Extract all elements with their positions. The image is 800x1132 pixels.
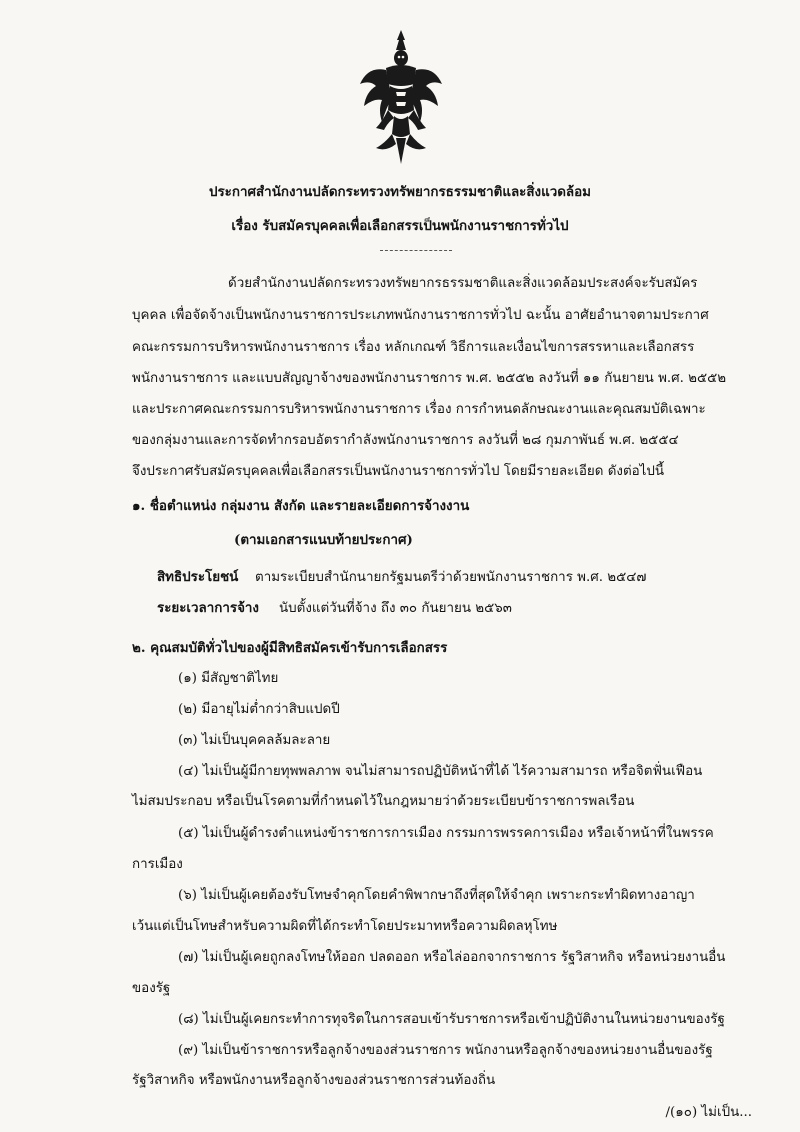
period-row [157, 598, 512, 619]
qualification-item-cont: เว้นแต่เป็นโทษสำหรับความผิดที่ได้กระทำโดยประมาทหรือความผิดลหุโทษ [132, 919, 558, 934]
benefit-row [157, 567, 646, 588]
qualification-item: (๘) ไม่เป็นผู้เคยกระทำการทุจริตในการสอบเข้ารับราชการหรือเข้าปฏิบัติงานในหน่วยงานของรัฐ [178, 1012, 725, 1027]
intro-line-6: ของกลุ่มงานและการจัดทำกรอบอัตรากำลังพนักงานราชการ ลงวันที่ ๒๘ กุมภาพันธ์ พ.ศ. ๒๕๕๔ [132, 433, 679, 448]
title-separator [380, 250, 452, 251]
section1-heading: ๑. ชื่อตำแหน่ง กลุ่มงาน สังกัด และรายละเอียดการจ้างงาน [132, 498, 470, 514]
qualification-item: (๕) ไม่เป็นผู้ดำรงตำแหน่งข้าราชการการเมือง กรรมการพรรคการเมือง หรือเจ้าหน้าที่ในพรรค [178, 826, 714, 841]
benefit-label: สิทธิประโยชน์ [157, 569, 239, 585]
intro-line-4: พนักงานราชการ และแบบสัญญาจ้างของพนักงานราชการ พ.ศ. ๒๕๕๒ ลงวันที่ ๑๑ กันยายน พ.ศ. ๒๕๕๒ [132, 371, 727, 386]
benefit-text: ตามระเบียบสำนักนายกรัฐมนตรีว่าด้วยพนักงานราชการ พ.ศ. ๒๕๔๗ [255, 570, 647, 585]
qualification-item: (๗) ไม่เป็นผู้เคยถูกลงโทษให้ออก ปลดออก หรือไล่ออกจากราชการ รัฐวิสาหกิจ หรือหน่วยงานอื่น [178, 950, 726, 965]
section1-note: (ตามเอกสารแนบท้ายประกาศ) [234, 532, 413, 548]
qualification-item: (๔) ไม่เป็นผู้มีกายทุพพลภาพ จนไม่สามารถปฏิบัติหน้าที่ได้ ไร้ความสามารถ หรือจิตฟั่นเฟือน [178, 764, 703, 779]
section2-heading: ๒. คุณสมบัติทั่วไปของผู้มีสิทธิสมัครเข้ารับการเลือกสรร [132, 640, 448, 656]
qualification-item: (๖) ไม่เป็นผู้เคยต้องรับโทษจำคุกโดยคำพิพากษาถึงที่สุดให้จำคุก เพราะกระทำผิดทางอาญา [178, 888, 695, 903]
garuda-emblem-icon [356, 26, 446, 168]
qualification-item-cont: รัฐวิสาหกิจ หรือพนักงานหรือลูกจ้างของส่วนราชการส่วนท้องถิ่น [132, 1073, 496, 1088]
intro-line-1: ด้วยสำนักงานปลัดกระทรวงทรัพยากรธรรมชาติและสิ่งแวดล้อมประสงค์จะรับสมัคร [228, 276, 698, 291]
period-text: นับตั้งแต่วันที่จ้าง ถึง ๓๐ กันยายน ๒๕๖๓ [279, 601, 512, 616]
intro-line-7: จึงประกาศรับสมัครบุคคลเพื่อเลือกสรรเป็นพนักงานราชการทั่วไป โดยมีรายละเอียด ดังต่อไปนี้ [132, 464, 665, 479]
qualification-item-cont: ของรัฐ [132, 981, 171, 996]
announcement-title: ประกาศสำนักงานปลัดกระทรวงทรัพยากรธรรมชาติและสิ่งแวดล้อม [208, 184, 591, 200]
announcement-subject: เรื่อง รับสมัครบุคคลเพื่อเลือกสรรเป็นพนักงานราชการทั่วไป [231, 218, 569, 234]
intro-line-2: บุคคล เพื่อจัดจ้างเป็นพนักงานราชการประเภทพนักงานราชการทั่วไป ฉะนั้น อาศัยอำนาจตามประกาศ [132, 308, 709, 323]
continuation-marker: /(๑๐) ไม่เป็น... [665, 1105, 752, 1120]
intro-line-3: คณะกรรมการบริหารพนักงานราชการ เรื่อง หลักเกณฑ์ วิธีการและเงื่อนไขการสรรหาและเลือกสรร [132, 340, 695, 355]
qualification-item: (๒) มีอายุไม่ต่ำกว่าสิบแปดปี [178, 702, 340, 717]
qualification-item: (๑) มีสัญชาติไทย [178, 671, 279, 686]
intro-line-5: และประกาศคณะกรรมการบริหารพนักงานราชการ เรื่อง การกำหนดลักษณะงานและคุณสมบัติเฉพาะ [132, 402, 706, 417]
qualification-item: (๓) ไม่เป็นบุคคลล้มละลาย [178, 733, 331, 748]
period-label: ระยะเวลาการจ้าง [157, 600, 259, 616]
qualification-item-cont: การเมือง [132, 857, 183, 872]
qualification-item: (๙) ไม่เป็นข้าราชการหรือลูกจ้างของส่วนราชการ พนักงานหรือลูกจ้างของหน่วยงานอื่นของรัฐ [178, 1043, 713, 1058]
qualification-item-cont: ไม่สมประกอบ หรือเป็นโรคตามที่กำหนดไว้ในกฎหมายว่าด้วยระเบียบข้าราชการพลเรือน [132, 794, 635, 809]
